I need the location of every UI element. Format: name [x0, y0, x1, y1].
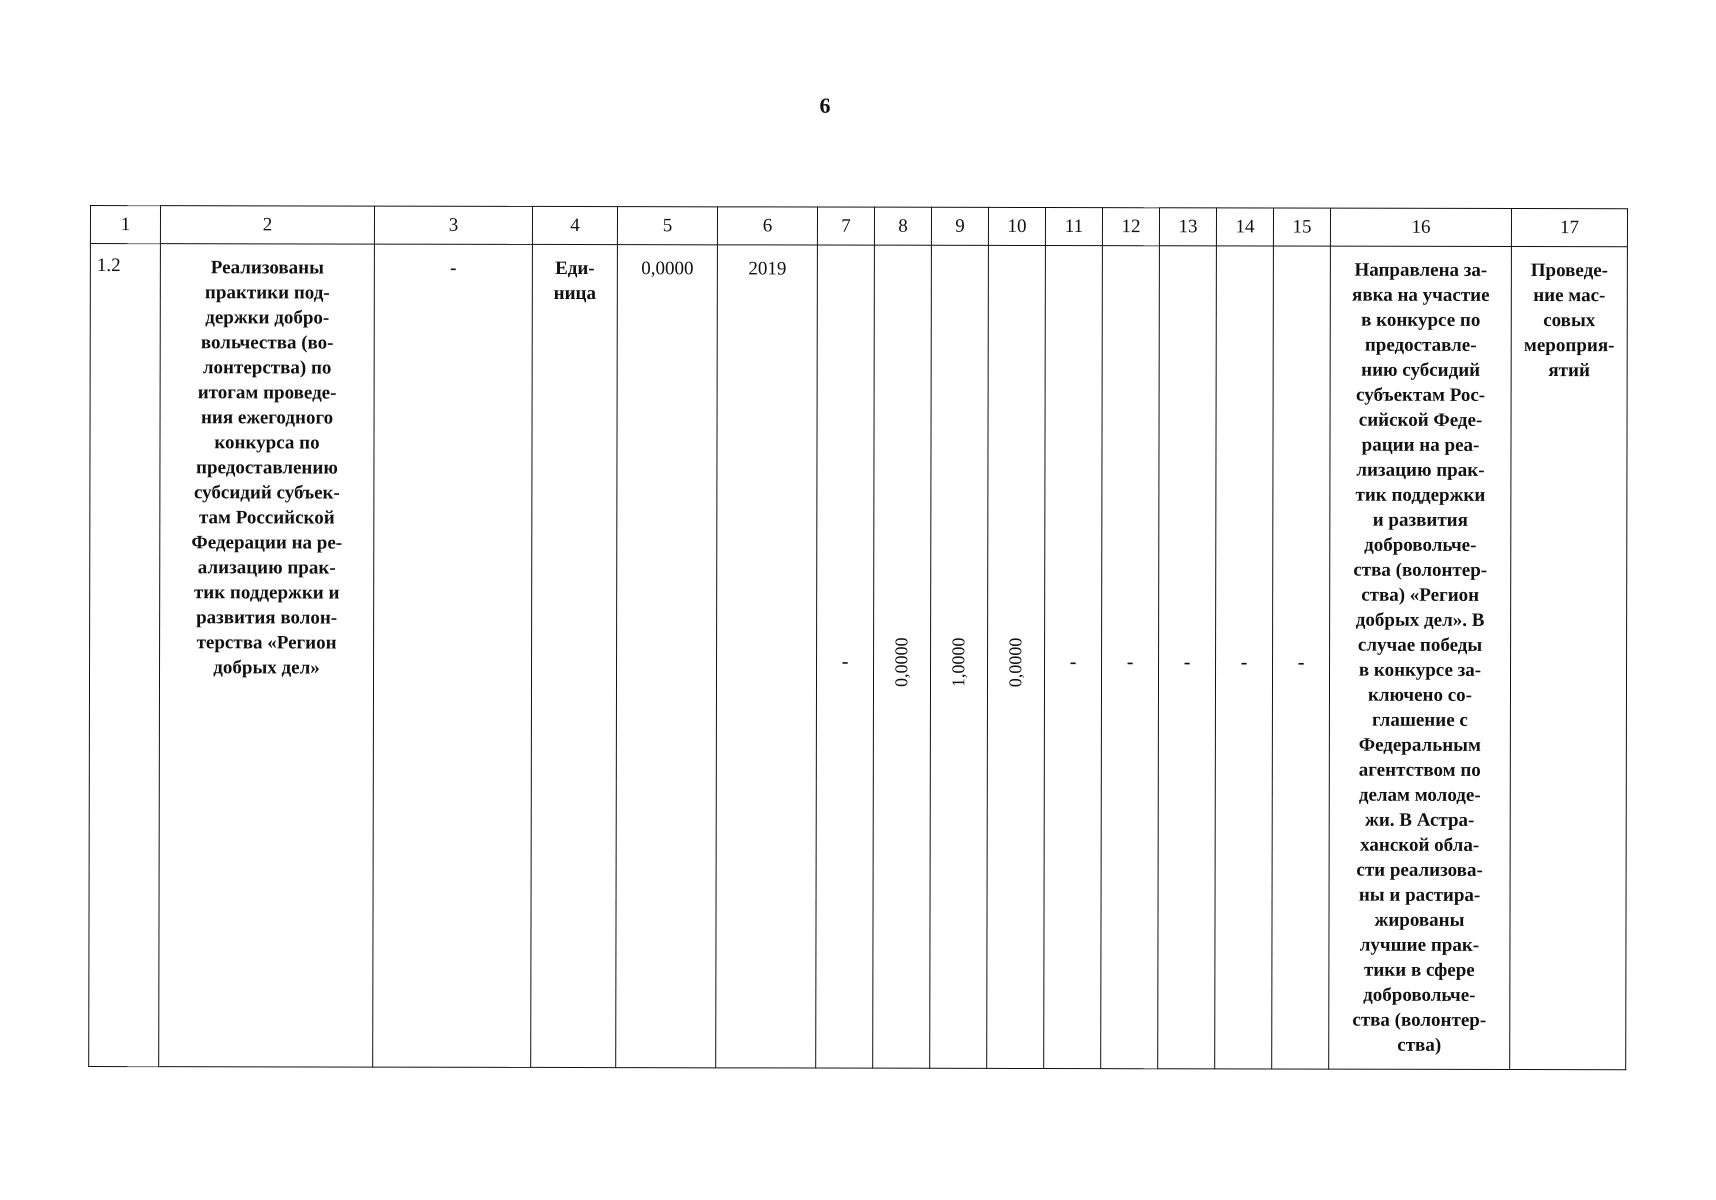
cell-col8-value: 0,0000: [891, 636, 912, 687]
cell-col8: [873, 245, 932, 1068]
cell-col14-value: -: [1240, 650, 1248, 673]
year-value: 2019: [748, 258, 787, 280]
cell-col3: [373, 244, 533, 1067]
comment-text: Проведе- ние мас- совых мероприя- ятий: [1523, 260, 1615, 382]
cell-col11: [1044, 246, 1103, 1069]
cell-col9: [930, 245, 989, 1068]
column-header: 14: [1216, 208, 1273, 246]
report-table: [88, 205, 1628, 1070]
column-header: 10: [988, 207, 1045, 245]
row-number: 1.2: [96, 255, 121, 277]
column-header: 1: [90, 206, 160, 244]
comment-cell: [1510, 246, 1628, 1069]
year-cell: [716, 245, 818, 1068]
cell-col11-value: -: [1069, 650, 1077, 673]
column-header: 6: [717, 207, 817, 245]
column-header: 2: [160, 206, 374, 244]
cell-col13-value: -: [1183, 650, 1191, 673]
indicator-name: Реализованы практики под- держки добро- вольчества (во- лонтерства) по итогам проведе- ния ежегодного конкурса по предоставлению субсидий субъек- там Российской Федерации на ре- ализацию прак- тик поддержки и развития волон- терства «Регион добрых дел»: [191, 257, 343, 679]
column-header: 8: [874, 207, 931, 245]
cell-col5-value: 0,0000: [641, 258, 694, 280]
table-header-row: [90, 206, 1627, 247]
column-header: 7: [817, 207, 874, 245]
cell-col13: [1158, 246, 1217, 1069]
column-header: 16: [1330, 208, 1511, 246]
cell-col10: [987, 245, 1046, 1068]
column-header: 15: [1273, 208, 1330, 246]
column-header: 11: [1045, 208, 1102, 246]
column-header: 9: [931, 207, 988, 245]
column-header: 13: [1159, 208, 1216, 246]
cell-col12-value: -: [1126, 650, 1134, 673]
column-header: 4: [532, 206, 617, 244]
cell-col9-value: 1,0000: [948, 637, 969, 687]
result-description-cell: [1329, 246, 1512, 1069]
cell-col12: [1101, 246, 1160, 1069]
cell-col7: [816, 245, 875, 1068]
indicator-name-cell: [159, 244, 375, 1067]
unit-cell: [531, 244, 618, 1067]
cell-col14: [1215, 246, 1274, 1069]
column-header: 5: [617, 207, 717, 245]
cell-col15: [1272, 246, 1331, 1069]
column-header: 3: [374, 206, 532, 244]
cell-col7-value: -: [841, 650, 849, 673]
cell-col15-value: -: [1297, 651, 1305, 674]
page-number: 6: [819, 93, 831, 118]
table-row: [89, 244, 1628, 1070]
cell-col5: [616, 245, 718, 1068]
unit-value: Еди- ница: [553, 257, 597, 305]
cell-col10-value: 0,0000: [1005, 637, 1026, 687]
row-number-cell: [89, 244, 161, 1067]
column-header: 12: [1102, 208, 1159, 246]
result-description: Направлена за- явка на участие в конкурсе по предоставле- нию субсидий субъектам Рос- сийской Феде- рации на реа- лизацию прак- тик поддержки и развития добровольче- ства (волонтер- ства) «Регион добрых дел». В случае победы в конкурсе за- ключено со- глашение с Федеральным агентством по делам молоде- жи. В Астра- ханской обла- сти реализова- ны и растира- жированы лучшие прак- тики в сфере добровольче- ства (волонтер- ства): [1352, 259, 1490, 1056]
cell-col3-value: -: [450, 257, 457, 279]
column-header: 17: [1511, 208, 1627, 246]
